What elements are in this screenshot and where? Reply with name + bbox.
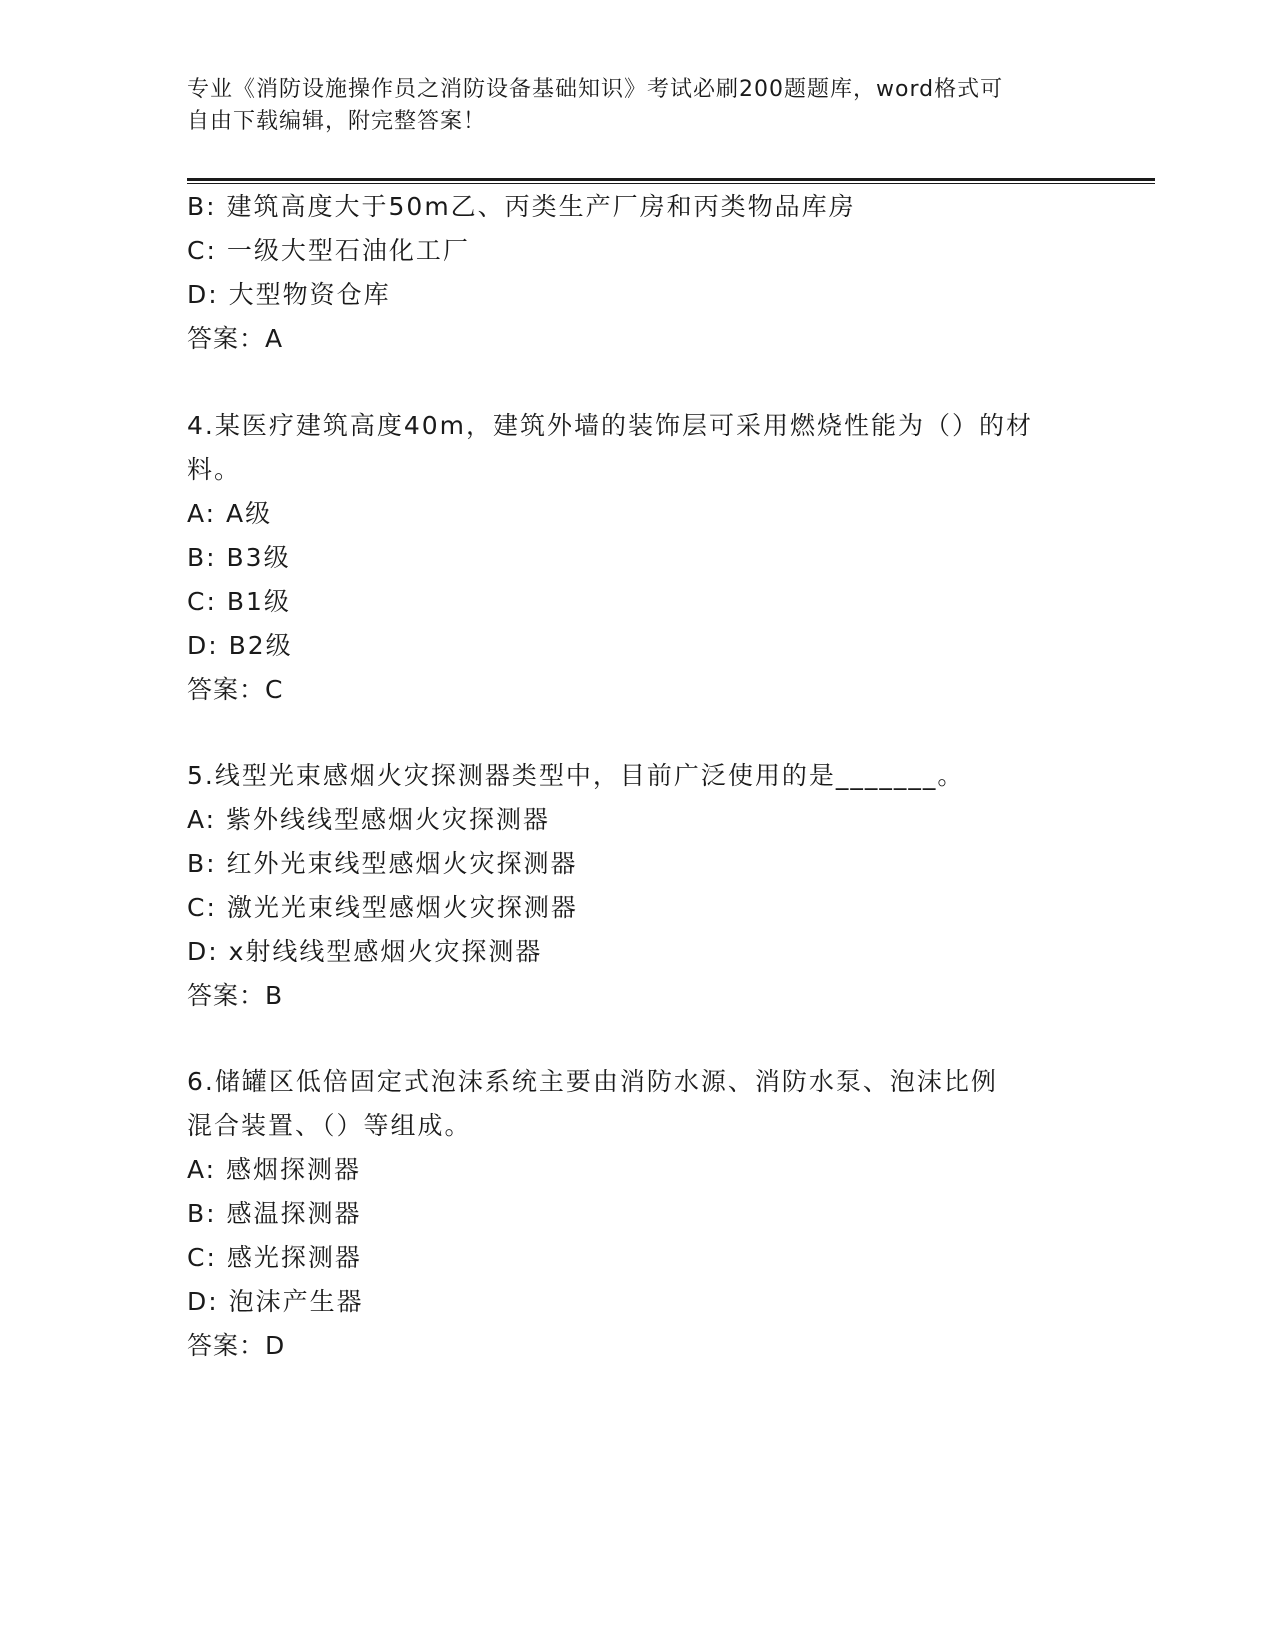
option-c: C: B1级 xyxy=(187,587,291,616)
option-d: D: x射线线型感烟火灾探测器 xyxy=(187,937,543,966)
question-stem: 5.线型光束感烟火灾探测器类型中，目前广泛使用的是_______。 xyxy=(187,761,965,790)
answer: 答案：D xyxy=(187,1331,286,1360)
option-d: D: 泡沫产生器 xyxy=(187,1287,364,1316)
answer: 答案：B xyxy=(187,981,284,1010)
document-header xyxy=(187,74,1087,138)
header-line-2: 自由下载编辑，附完整答案！ xyxy=(187,109,487,134)
option-c: C: 激光光束线型感烟火灾探测器 xyxy=(187,893,578,922)
question-stem: 6.储罐区低倍固定式泡沫系统主要由消防水源、消防水泵、泡沫比例 xyxy=(187,1067,998,1096)
option-b: B: B3级 xyxy=(187,543,291,572)
question-stem-continued: 混合装置、（）等组成。 xyxy=(187,1111,472,1140)
option-b: B: 建筑高度大于50m乙、丙类生产厂房和丙类物品库房 xyxy=(187,192,856,221)
question-stem: 4.某医疗建筑高度40m，建筑外墙的装饰层可采用燃烧性能为（）的材 xyxy=(187,411,1034,440)
option-b: B: 红外光束线型感烟火灾探测器 xyxy=(187,849,578,878)
option-a: A: 感烟探测器 xyxy=(187,1155,362,1184)
header-line-1: 专业《消防设施操作员之消防设备基础知识》考试必刷200题题库，word格式可 xyxy=(187,77,1004,102)
answer: 答案：A xyxy=(187,324,284,353)
option-b: B: 感温探测器 xyxy=(187,1199,362,1228)
header-divider-thick xyxy=(187,178,1155,181)
option-c: C: 感光探测器 xyxy=(187,1243,362,1272)
question-stem-continued: 料。 xyxy=(187,455,242,484)
option-a: A: A级 xyxy=(187,499,273,528)
header-divider-thin xyxy=(187,183,1155,184)
option-d: D: 大型物资仓库 xyxy=(187,280,391,309)
option-a: A: 紫外线线型感烟火灾探测器 xyxy=(187,805,551,834)
answer: 答案：C xyxy=(187,675,284,704)
option-c: C: 一级大型石油化工厂 xyxy=(187,236,470,265)
option-d: D: B2级 xyxy=(187,631,293,660)
